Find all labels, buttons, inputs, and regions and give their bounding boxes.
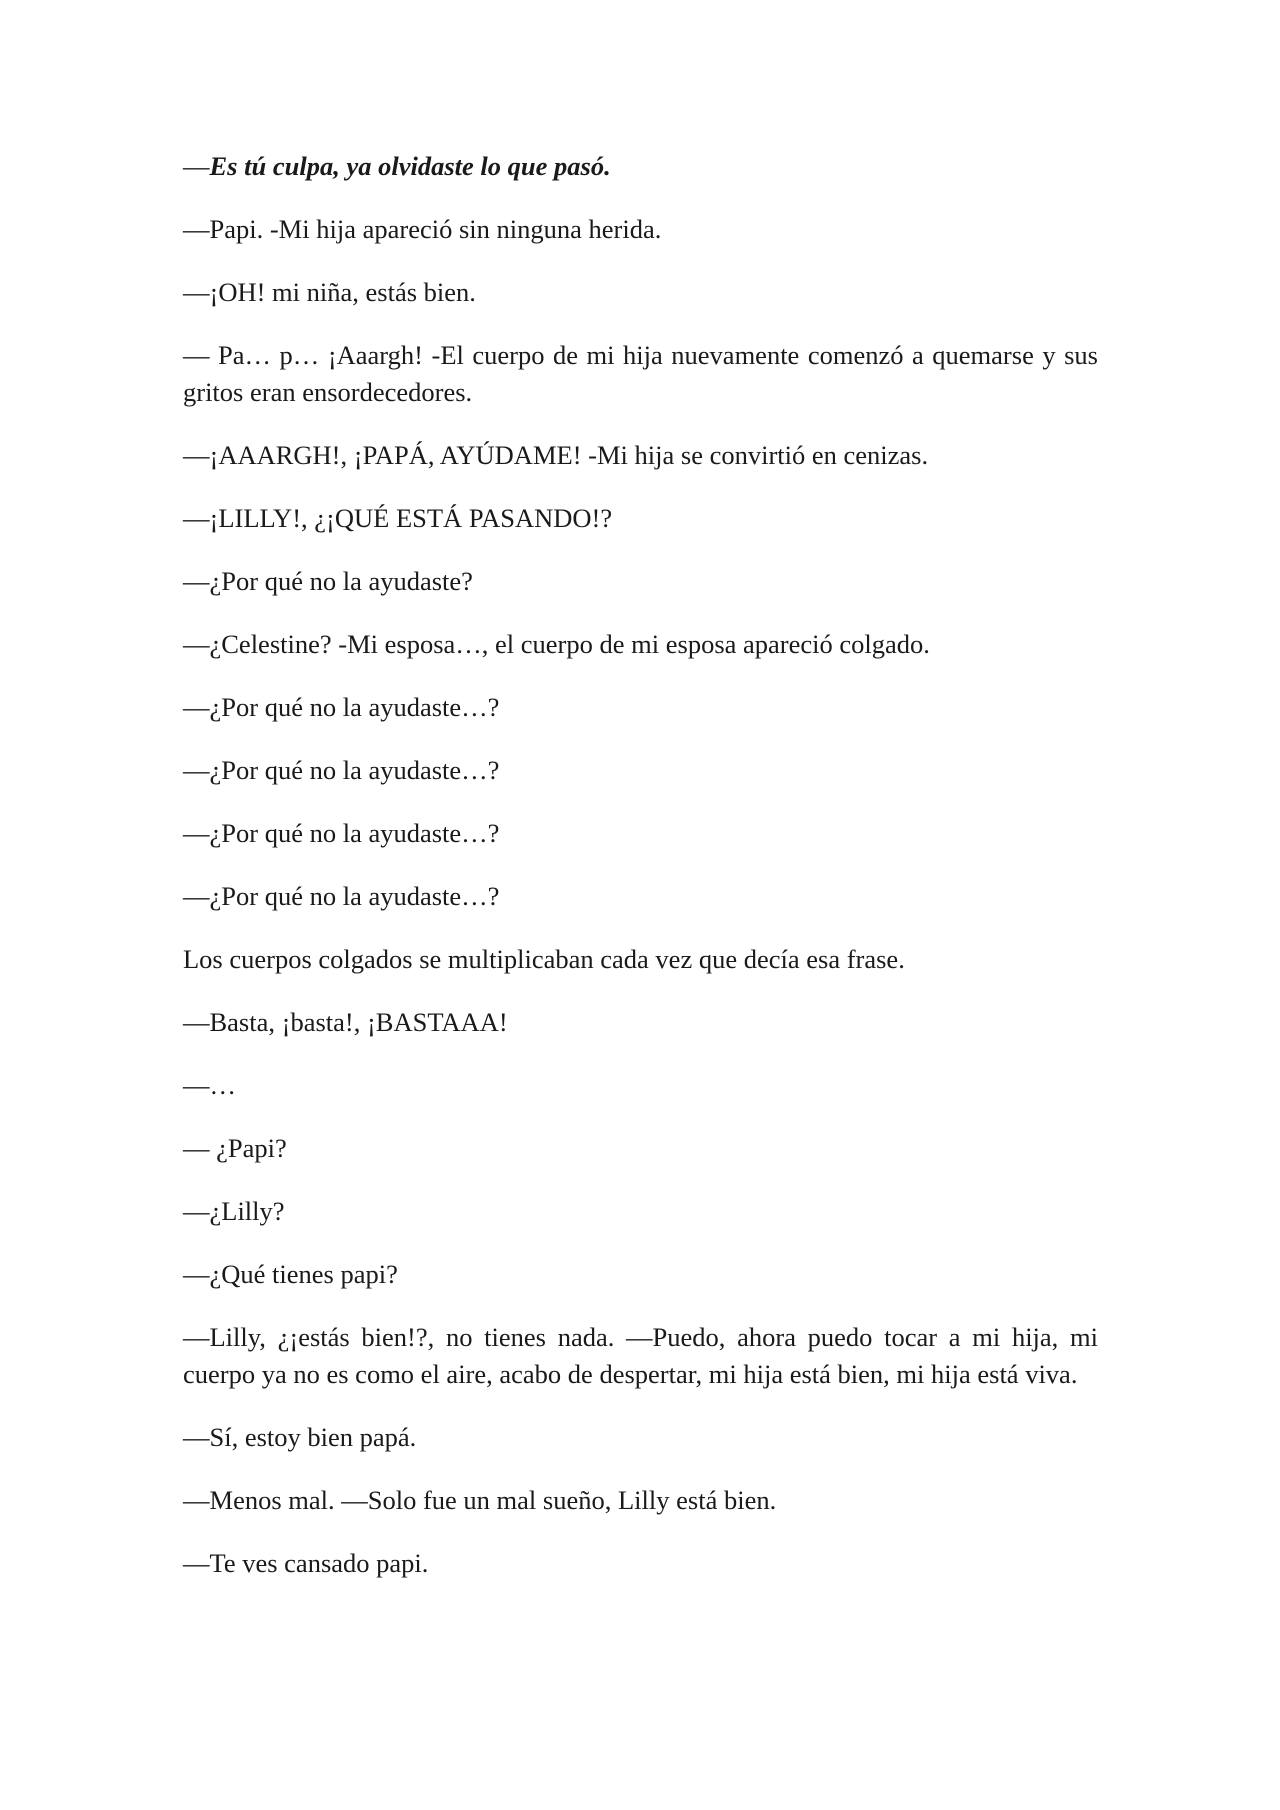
paragraph: —¡OH! mi niña, estás bien. bbox=[183, 277, 476, 307]
paragraph: —¿Por qué no la ayudaste…? bbox=[183, 818, 500, 848]
paragraph: —Papi. -Mi hija apareció sin ninguna herida. bbox=[183, 214, 662, 244]
paragraph: —Lilly, ¿¡estás bien!?, no tienes nada. —Puedo, ahora puedo tocar a mi hija, mi cuerpo ya no es como el aire, acabo de despertar, mi hija está bien, mi hija está viva. bbox=[183, 1322, 1098, 1389]
paragraph: —¿Por qué no la ayudaste…? bbox=[183, 881, 500, 911]
paragraph: —¿Por qué no la ayudaste? bbox=[183, 566, 473, 596]
paragraph: Los cuerpos colgados se multiplicaban cada vez que decía esa frase. bbox=[183, 944, 905, 974]
paragraph: —Menos mal. —Solo fue un mal sueño, Lilly está bien. bbox=[183, 1485, 777, 1515]
paragraph: —¡LILLY!, ¿¡QUÉ ESTÁ PASANDO!? bbox=[183, 503, 613, 533]
paragraph: —Sí, estoy bien papá. bbox=[183, 1422, 417, 1452]
paragraph-text: Es tú culpa, ya olvidaste lo que pasó. bbox=[209, 151, 611, 181]
paragraph-bold-italic bbox=[183, 148, 1098, 185]
paragraph: —Te ves cansado papi. bbox=[183, 1548, 429, 1578]
paragraph: —… bbox=[183, 1070, 236, 1100]
paragraph: —¿Qué tienes papi? bbox=[183, 1259, 398, 1289]
document-body bbox=[183, 148, 1098, 1608]
paragraph: —Basta, ¡basta!, ¡BASTAAA! bbox=[183, 1007, 508, 1037]
paragraph: —¿Lilly? bbox=[183, 1196, 285, 1226]
paragraph: —¿Celestine? -Mi esposa…, el cuerpo de mi esposa apareció colgado. bbox=[183, 629, 930, 659]
paragraph: —¿Por qué no la ayudaste…? bbox=[183, 755, 500, 785]
paragraph: —¡AAARGH!, ¡PAPÁ, AYÚDAME! -Mi hija se convirtió en cenizas. bbox=[183, 440, 929, 470]
paragraph: —¿Por qué no la ayudaste…? bbox=[183, 692, 500, 722]
em-dash: — bbox=[183, 151, 210, 181]
paragraph: — Pa… p… ¡Aaargh! -El cuerpo de mi hija nuevamente comenzó a quemarse y sus gritos eran ensordecedores. bbox=[183, 340, 1098, 407]
paragraph: — ¿Papi? bbox=[183, 1133, 287, 1163]
